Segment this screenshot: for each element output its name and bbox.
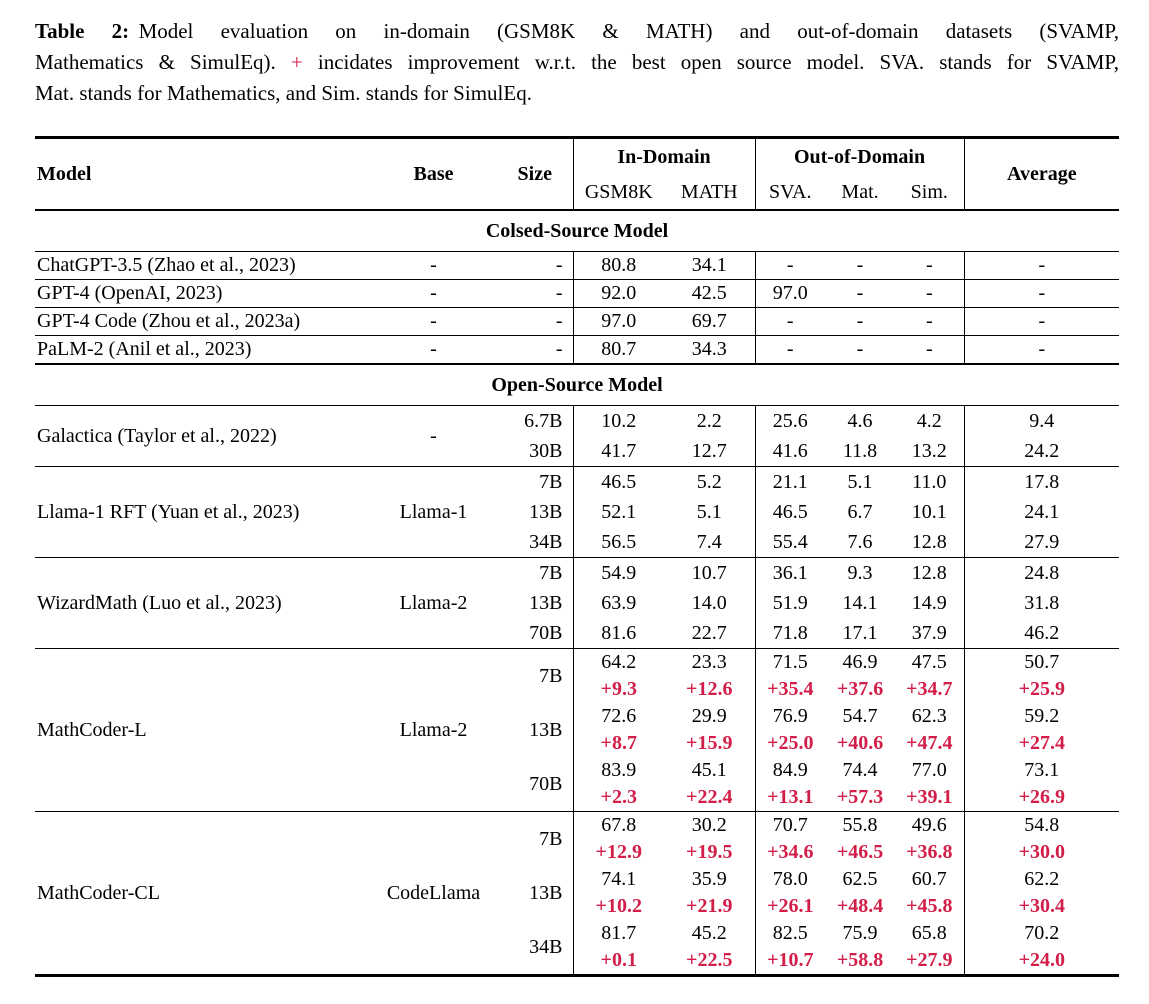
col-header-out-of-domain: Out-of-Domain <box>755 138 964 177</box>
score-cell: 49.6 <box>895 812 964 840</box>
delta-cell: +25.9 <box>964 676 1119 703</box>
score-cell: 24.2 <box>964 436 1119 467</box>
delta-cell: +10.2 <box>573 893 664 920</box>
delta-cell: +25.0 <box>755 730 825 757</box>
col-header-sim: Sim. <box>910 181 948 203</box>
score-cell: 62.3 <box>911 705 947 727</box>
score-cell: 12.8 <box>895 558 964 589</box>
size-cell: 13B <box>529 500 563 523</box>
delta-cell: +27.4 <box>964 730 1119 757</box>
size-cell: 70B <box>529 621 563 644</box>
delta-cell: +26.9 <box>964 784 1119 812</box>
delta-cell: +27.9 <box>906 949 953 971</box>
col-header-gsm8k: GSM8K <box>573 176 664 210</box>
table-row <box>35 406 1119 437</box>
score-cell: 45.1 <box>691 759 727 781</box>
score-cell: 50.7 <box>964 649 1119 677</box>
score-cell: 63.9 <box>573 588 664 618</box>
score-cell: 41.6 <box>755 436 825 467</box>
score-cell: 60.7 <box>911 868 947 890</box>
delta-cell: +13.1 <box>755 784 825 812</box>
score-cell: - <box>925 254 933 276</box>
base-cell: - <box>370 308 497 336</box>
score-cell: - <box>825 280 895 308</box>
score-cell: 9.4 <box>964 406 1119 437</box>
delta-cell: +24.0 <box>964 947 1119 976</box>
size-cell: 7B <box>497 812 573 867</box>
score-cell: 35.9 <box>691 868 727 890</box>
size-cell: 13B <box>529 718 563 741</box>
delta-cell: +57.3 <box>836 786 884 808</box>
size-cell: - <box>497 336 573 365</box>
score-cell: 81.7 <box>573 920 664 947</box>
table-row <box>35 280 1119 308</box>
score-cell: 52.1 <box>573 497 664 527</box>
score-cell: 80.7 <box>573 336 664 365</box>
score-cell: 14.1 <box>842 591 878 614</box>
model-cell: MathCoder-CL <box>35 812 370 976</box>
model-cell: GPT-4 Code (Zhou et al., 2023a) <box>35 308 370 336</box>
score-cell: 92.0 <box>573 280 664 308</box>
delta-cell: +12.9 <box>573 839 664 866</box>
caption-text-2a: Mathematics & SimulEq). <box>35 50 291 74</box>
section-title: Open-Source Model <box>35 364 1119 406</box>
table-body <box>35 210 1119 976</box>
model-cell: PaLM-2 (Anil et al., 2023) <box>35 336 370 365</box>
delta-cell: +10.7 <box>755 947 825 976</box>
size-cell: 34B <box>529 530 563 553</box>
base-cell: Llama-2 <box>370 558 497 649</box>
score-cell: 9.3 <box>825 558 895 589</box>
caption-text-3: Mat. stands for Mathematics, and Sim. stands for SimulEq. <box>35 81 532 105</box>
score-cell: 17.8 <box>964 467 1119 498</box>
section-title-row <box>35 210 1119 252</box>
score-cell: 47.5 <box>895 649 964 677</box>
table-caption <box>35 16 1119 109</box>
score-cell: 59.2 <box>964 703 1119 730</box>
model-cell: Galactica (Taylor et al., 2022) <box>37 424 277 447</box>
score-cell: 14.9 <box>911 591 947 614</box>
score-cell: 34.1 <box>691 254 727 276</box>
caption-line-3 <box>35 78 1119 109</box>
delta-cell: +48.4 <box>836 895 884 917</box>
score-cell: 7.4 <box>696 530 722 553</box>
score-cell: 46.5 <box>755 497 825 527</box>
score-cell: - <box>964 336 1119 365</box>
size-cell: 13B <box>529 881 563 904</box>
col-header-sva: SVA. <box>755 176 825 210</box>
size-cell: - <box>497 308 573 336</box>
base-cell: Llama-2 <box>370 649 497 812</box>
delta-cell: +9.3 <box>573 676 664 703</box>
model-cell: WizardMath (Luo et al., 2023) <box>35 558 370 649</box>
score-cell: 64.2 <box>573 649 664 677</box>
score-cell: 14.0 <box>691 591 727 614</box>
score-cell: - <box>755 308 825 336</box>
score-cell: - <box>755 252 825 280</box>
base-cell: CodeLlama <box>370 812 497 976</box>
score-cell: 30.2 <box>664 812 755 840</box>
base-cell: - <box>430 424 437 447</box>
delta-cell: +0.1 <box>573 947 664 976</box>
score-cell: 12.8 <box>911 530 947 553</box>
score-cell: 54.9 <box>573 558 664 589</box>
score-cell: 70.7 <box>755 812 825 840</box>
size-cell: - <box>555 254 563 276</box>
score-cell: 23.3 <box>664 649 755 677</box>
score-cell: 72.6 <box>573 703 664 730</box>
score-cell: 76.9 <box>755 703 825 730</box>
score-cell: 83.9 <box>573 757 664 784</box>
score-cell: 17.1 <box>842 621 878 644</box>
caption-line-2 <box>35 47 1119 78</box>
score-cell: 4.6 <box>847 409 873 432</box>
score-cell: - <box>825 308 895 336</box>
section-title-row <box>35 364 1119 406</box>
size-cell: 30B <box>529 439 563 462</box>
model-cell: ChatGPT-3.5 (Zhao et al., 2023) <box>37 254 296 276</box>
model-cell: MathCoder-L <box>35 649 370 812</box>
score-cell: 22.7 <box>691 621 727 644</box>
score-cell: - <box>755 336 825 365</box>
score-cell: 81.6 <box>573 618 664 649</box>
delta-cell: +35.4 <box>755 676 825 703</box>
table-row <box>35 558 1119 589</box>
col-header-math: MATH <box>680 181 738 203</box>
header-row-1 <box>35 138 1119 177</box>
score-cell: 69.7 <box>664 308 755 336</box>
delta-cell: +21.9 <box>686 895 733 917</box>
base-cell: - <box>370 280 497 308</box>
score-cell: - <box>825 336 895 365</box>
results-table <box>35 136 1119 977</box>
table-row <box>35 467 1119 498</box>
score-cell: 10.1 <box>911 500 947 523</box>
delta-cell: +12.6 <box>686 678 733 700</box>
score-cell: 10.7 <box>664 558 755 589</box>
score-cell: 73.1 <box>964 757 1119 784</box>
score-cell: 34.3 <box>664 336 755 365</box>
delta-cell: +36.8 <box>906 841 953 863</box>
col-header-base: Base <box>413 162 454 185</box>
score-cell: 24.1 <box>964 497 1119 527</box>
caption-label: Table 2: <box>35 19 130 43</box>
col-header-size: Size <box>517 162 552 185</box>
col-header-average: Average <box>964 138 1119 211</box>
score-cell: 41.7 <box>573 436 664 467</box>
score-cell: 29.9 <box>691 705 727 727</box>
caption-text-1: Model evaluation on in-domain (GSM8K & MATH) and out-of-domain datasets (SVAMP, <box>138 19 1119 43</box>
delta-cell: +30.0 <box>964 839 1119 866</box>
score-cell: 27.9 <box>964 527 1119 558</box>
score-cell: - <box>856 254 864 276</box>
score-cell: - <box>895 308 964 336</box>
score-cell: 25.6 <box>755 406 825 437</box>
delta-cell: +46.5 <box>836 841 884 863</box>
delta-cell: +15.9 <box>686 732 733 754</box>
score-cell: 24.8 <box>964 558 1119 589</box>
score-cell: - <box>964 252 1119 280</box>
delta-cell: +37.6 <box>836 678 884 700</box>
size-cell: 7B <box>497 558 573 589</box>
table-row <box>35 336 1119 365</box>
score-cell: 5.1 <box>825 467 895 498</box>
score-cell: 97.0 <box>755 280 825 308</box>
score-cell: 62.5 <box>842 868 878 890</box>
score-cell: 21.1 <box>755 467 825 498</box>
table-row <box>35 308 1119 336</box>
score-cell: 51.9 <box>755 588 825 618</box>
size-cell: 13B <box>529 591 563 614</box>
score-cell: 10.2 <box>573 406 664 437</box>
size-cell: 70B <box>529 772 563 795</box>
base-cell: - <box>430 254 437 276</box>
score-cell: 78.0 <box>755 866 825 893</box>
section-title: Colsed-Source Model <box>35 210 1119 252</box>
delta-cell: +22.4 <box>686 786 733 808</box>
delta-cell: +40.6 <box>836 732 884 754</box>
delta-cell: +39.1 <box>906 786 953 808</box>
base-cell: Llama-1 <box>370 467 497 558</box>
score-cell: 62.2 <box>964 866 1119 893</box>
score-cell: 70.2 <box>964 920 1119 947</box>
score-cell: 65.8 <box>911 922 947 944</box>
score-cell: 55.8 <box>825 812 895 840</box>
score-cell: 56.5 <box>573 527 664 558</box>
score-cell: 46.5 <box>573 467 664 498</box>
plus-sign: + <box>290 50 303 74</box>
score-cell: 46.9 <box>825 649 895 677</box>
score-cell: 2.2 <box>696 409 722 432</box>
score-cell: 37.9 <box>911 621 947 644</box>
score-cell: 7.6 <box>847 530 873 553</box>
delta-cell: +47.4 <box>906 732 953 754</box>
table-row <box>35 812 1119 840</box>
base-cell: - <box>370 336 497 365</box>
score-cell: 55.4 <box>755 527 825 558</box>
score-cell: 54.7 <box>842 705 878 727</box>
delta-cell: +22.5 <box>686 949 733 971</box>
delta-cell: +19.5 <box>686 841 733 863</box>
delta-cell: +34.7 <box>906 678 953 700</box>
delta-cell: +2.3 <box>573 784 664 812</box>
delta-cell: +45.8 <box>906 895 953 917</box>
score-cell: 84.9 <box>755 757 825 784</box>
score-cell: 97.0 <box>573 308 664 336</box>
model-cell: GPT-4 (OpenAI, 2023) <box>35 280 370 308</box>
col-header-model: Model <box>37 162 92 185</box>
size-cell: 7B <box>497 649 573 704</box>
score-cell: 13.2 <box>911 439 947 462</box>
score-cell: 12.7 <box>691 439 727 462</box>
col-header-in-domain: In-Domain <box>573 138 755 177</box>
score-cell: 31.8 <box>964 588 1119 618</box>
caption-line-1 <box>35 16 1119 47</box>
score-cell: 71.5 <box>755 649 825 677</box>
size-cell: 6.7B <box>524 409 563 432</box>
score-cell: - <box>895 280 964 308</box>
model-cell: Llama-1 RFT (Yuan et al., 2023) <box>35 467 370 558</box>
delta-cell: +30.4 <box>964 893 1119 920</box>
score-cell: 11.8 <box>842 439 878 462</box>
score-cell: 67.8 <box>573 812 664 840</box>
score-cell: 5.1 <box>696 500 722 523</box>
score-cell: 4.2 <box>916 409 942 432</box>
score-cell: 82.5 <box>755 920 825 947</box>
score-cell: 11.0 <box>895 467 964 498</box>
table-row <box>35 649 1119 677</box>
table-header <box>35 138 1119 211</box>
score-cell: 74.1 <box>573 866 664 893</box>
table-row <box>35 252 1119 280</box>
delta-cell: +8.7 <box>573 730 664 757</box>
size-cell: - <box>497 280 573 308</box>
delta-cell: +26.1 <box>755 893 825 920</box>
score-cell: 77.0 <box>911 759 947 781</box>
score-cell: 54.8 <box>964 812 1119 840</box>
size-cell: 34B <box>529 935 563 958</box>
score-cell: 36.1 <box>755 558 825 589</box>
size-cell: 7B <box>497 467 573 498</box>
score-cell: 74.4 <box>842 759 878 781</box>
score-cell: 46.2 <box>964 618 1119 649</box>
score-cell: 42.5 <box>664 280 755 308</box>
score-cell: 45.2 <box>691 922 727 944</box>
score-cell: 80.8 <box>573 252 664 280</box>
score-cell: 71.8 <box>755 618 825 649</box>
score-cell: 75.9 <box>842 922 878 944</box>
score-cell: - <box>895 336 964 365</box>
score-cell: - <box>964 308 1119 336</box>
caption-text-2b: incidates improvement w.r.t. the best open source model. SVA. stands for SVAMP, <box>302 50 1119 74</box>
score-cell: - <box>964 280 1119 308</box>
delta-cell: +34.6 <box>755 839 825 866</box>
score-cell: 6.7 <box>847 500 873 523</box>
score-cell: 5.2 <box>664 467 755 498</box>
delta-cell: +58.8 <box>836 949 884 971</box>
col-header-mat: Mat. <box>841 181 879 203</box>
